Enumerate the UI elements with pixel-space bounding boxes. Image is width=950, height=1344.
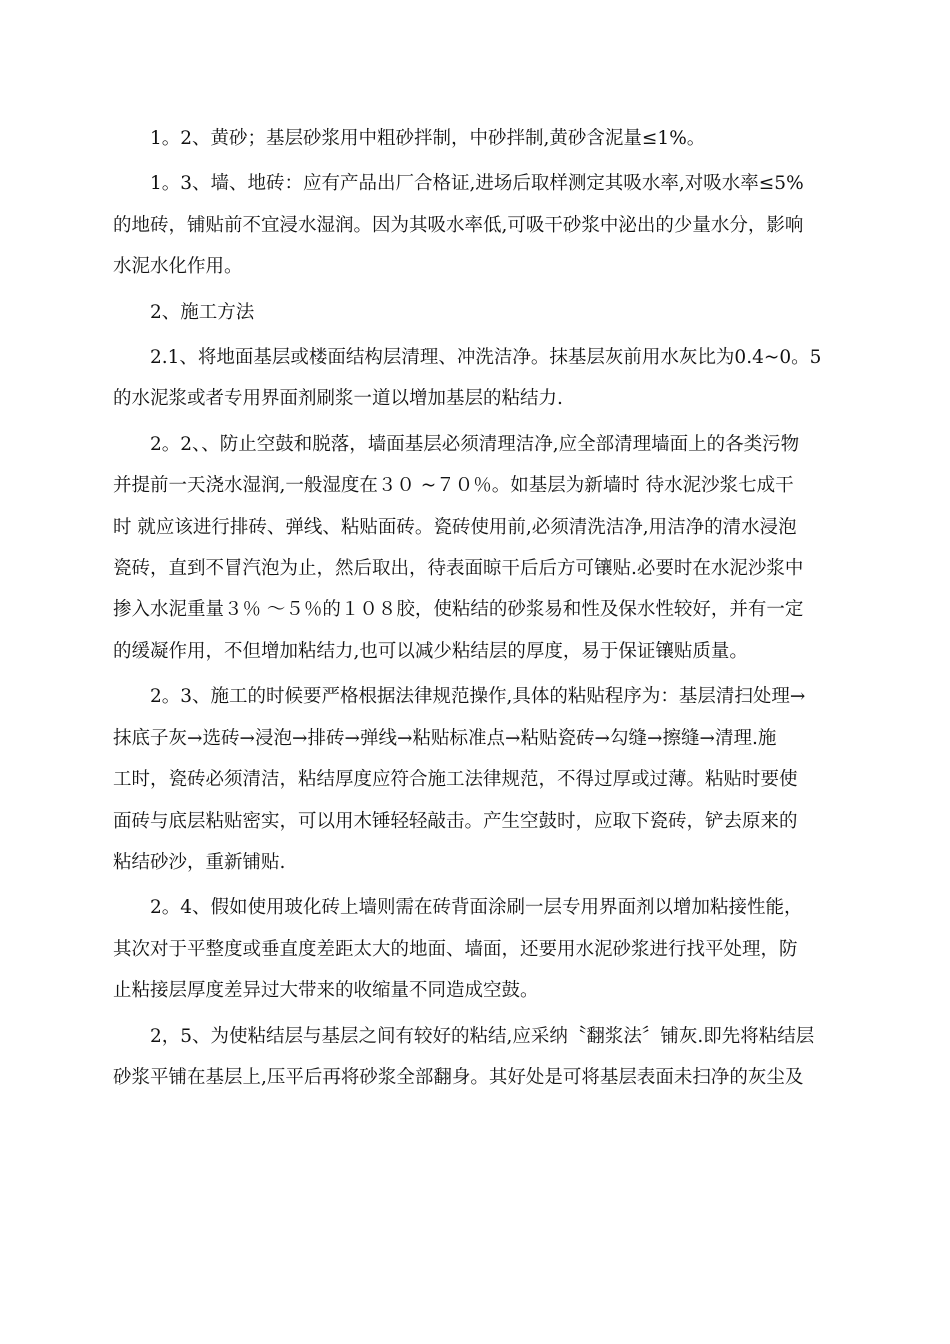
text-line: 1。2、黄砂；基层砂浆用中粗砂拌制，中砂拌制,黄砂含泥量≤1%。 xyxy=(150,128,706,149)
section-heading-construction-method xyxy=(113,292,835,333)
text-line: 工时，瓷砖必须清洁，粘结厚度应符合施工法律规范，不得过厚或过薄。粘贴时要使 xyxy=(113,769,798,791)
document-body xyxy=(113,118,835,1098)
text-line: 的水泥浆或者专用界面剂刷浆一道以增加基层的粘结力. xyxy=(113,388,563,410)
text-line: 2，5、为使粘结层与基层之间有较好的粘结,应采纳〝翻浆法〞铺灰.即先将粘结层 xyxy=(150,1025,815,1047)
paragraph-2-2 xyxy=(113,424,835,672)
text-line: 2。3、施工的时候要严格根据法律规范操作,具体的粘贴程序为：基层清扫处理→ xyxy=(150,686,806,708)
text-line: 面砖与底层粘贴密实，可以用木锤轻轻敲击。产生空鼓时，应取下瓷砖，铲去原来的 xyxy=(113,810,798,832)
text-line: 2。2、、防止空鼓和脱落，墙面基层必须清理洁净,应全部清理墙面上的各类污物 xyxy=(150,433,800,455)
text-line: 瓷砖，直到不冒汽泡为止，然后取出，待表面晾干后后方可镶贴.必要时在水泥沙浆中 xyxy=(113,558,804,580)
text-line: 2.1、将地面基层或楼面结构层清理、冲洗洁净。抹基层灰前用水灰比为0.4~0。5 xyxy=(150,347,822,369)
text-line: 时 就应该进行排砖、弹线、粘贴面砖。瓷砖使用前,必须清洗洁净,用洁净的清水浸泡 xyxy=(113,516,797,538)
text-line: 砂浆平铺在基层上,压平后再将砂浆全部翻身。其好处是可将基层表面未扫净的灰尘及 xyxy=(113,1066,804,1088)
text-line: 水泥水化作用。 xyxy=(113,256,243,278)
text-line: 2。4、假如使用玻化砖上墙则需在砖背面涂刷一层专用界面剂以增加粘接性能， xyxy=(150,897,803,919)
paragraph-2-3 xyxy=(113,676,835,883)
text-line: 的地砖，铺贴前不宜浸水湿润。因为其吸水率低,可吸干砂浆中泌出的少量水分，影响 xyxy=(113,214,804,236)
paragraph-wall-floor-tiles xyxy=(113,163,835,287)
text-line: 止粘接层厚度差异过大带来的收缩量不同造成空鼓。 xyxy=(113,980,539,1002)
paragraph-2-4 xyxy=(113,887,835,1011)
text-line: 抹底子灰→选砖→浸泡→排砖→弹线→粘贴标准点→粘贴瓷砖→勾缝→擦缝→清理.施 xyxy=(113,727,777,749)
text-line: 粘结砂沙，重新铺贴. xyxy=(113,851,286,873)
text-line: 1。3、墙、地砖：应有产品出厂合格证,进场后取样测定其吸水率,对吸水率≤5% xyxy=(150,173,804,195)
text-line: 的缓凝作用，不但增加粘结力,也可以减少粘结层的厚度，易于保证镶贴质量。 xyxy=(113,640,748,662)
paragraph-yellow-sand xyxy=(113,118,835,159)
text-line: 并提前一天浇水湿润,一般湿度在３０ ~７０％。如基层为新墙时 待水泥沙浆七成干 xyxy=(113,475,794,497)
text-line: 2、施工方法 xyxy=(150,301,255,323)
paragraph-2-5 xyxy=(113,1016,835,1099)
text-line: 掺入水泥重量３％ ～５％的１０８胶，使粘结的砂浆易和性及保水性较好，并有一定 xyxy=(113,599,804,621)
paragraph-2-1 xyxy=(113,337,835,420)
text-line: 其次对于平整度或垂直度差距太大的地面、墙面，还要用水泥砂浆进行找平处理，防 xyxy=(113,938,798,960)
